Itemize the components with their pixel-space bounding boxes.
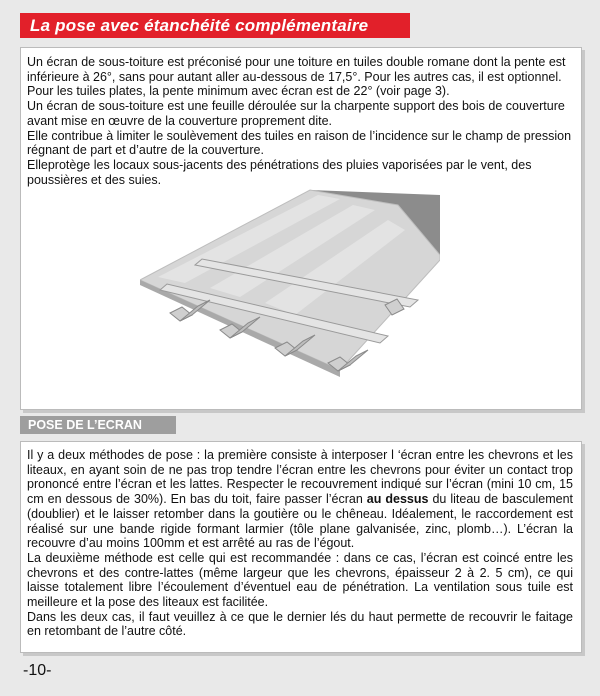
installation-box [20,441,582,653]
intro-paragraph-4: Elleprotège les locaux sous-jacents des pénétrations des pluies vaporisées par le vent, des poussières et des suies. [27,157,532,187]
emphasis-text: au dessus [366,492,429,507]
intro-paragraph-2: Un écran de sous-toiture est une feuille déroulée sur la charpente support des bois de couverture avant mise en œuvre de la couverture proprement dite. [27,99,565,128]
roof-underlay-illustration [140,185,440,395]
intro-paragraph-3: Elle contribue à limiter le soulèvement des tuiles en raison de l’incidence sur le champ de pression régnant de part et d’autre de la couverture. [27,128,572,158]
method-1-text: Il y a deux méthodes de pose : la première consiste à interposer l ‘écran entre les chevrons et les liteaux, en ayant soin de ne pas trop tendre l’écran entre les chevrons pour éviter un contact trop prononcé entre l’écran et les lattes. Respecter le recouvrement indiqué sur l’écran (mini 10 cm, 15 cm en dessous de 30%). En bas du toit, faire passer l’écran [27,448,573,507]
method-1-text-cont: du liteau de basculement (doublier) et le laisser retomber dans la goutière ou le chêneau. Idéalement, le raccordement est réalisé sur une bande rigide formant larmier (tôle plane galvanisée, zinc, plomb…). L’écran la recouvre d’au moins 100mm et est arrêté au ras de l’égout. [27,492,573,551]
section-header [20,416,176,434]
page-title: La pose avec étanchéité complémentaire [30,16,369,35]
installation-text [27,448,573,639]
method-paragraph-3: Dans les deux cas, il faut veuillez à ce que le dernier lés du haut permette de recouvrir le faitage en retombant de l’autre côté. [27,609,573,639]
page-number: -10- [23,662,52,679]
intro-text [27,55,573,187]
method-paragraph-1 [27,448,573,551]
intro-paragraph-1: Un écran de sous-toiture est préconisé pour une toiture en tuiles double romane dont la pente est inférieure à 26°, sans pour autant aller au-dessous de 17,5°. Pour les autres cas, il est optionnel. Pour les tuiles plates, la pente minimum avec écran est de 22° (voir page 3). [27,55,566,99]
method-paragraph-2: La deuxième méthode est celle qui est recommandée : dans ce cas, l’écran est coincé entre les chevrons et des contre-lattes (même largeur que les chevrons, épaisseur 2 à 2. 5 cm), ce qui laisse totalement libre l’écoulement d’éventuel eau de pénétration. La ventilation sous tuile est meilleure et la pose des liteaux est facilitée. [27,550,573,610]
section-title: POSE DE L’ECRAN [28,418,142,432]
title-banner [20,13,410,38]
